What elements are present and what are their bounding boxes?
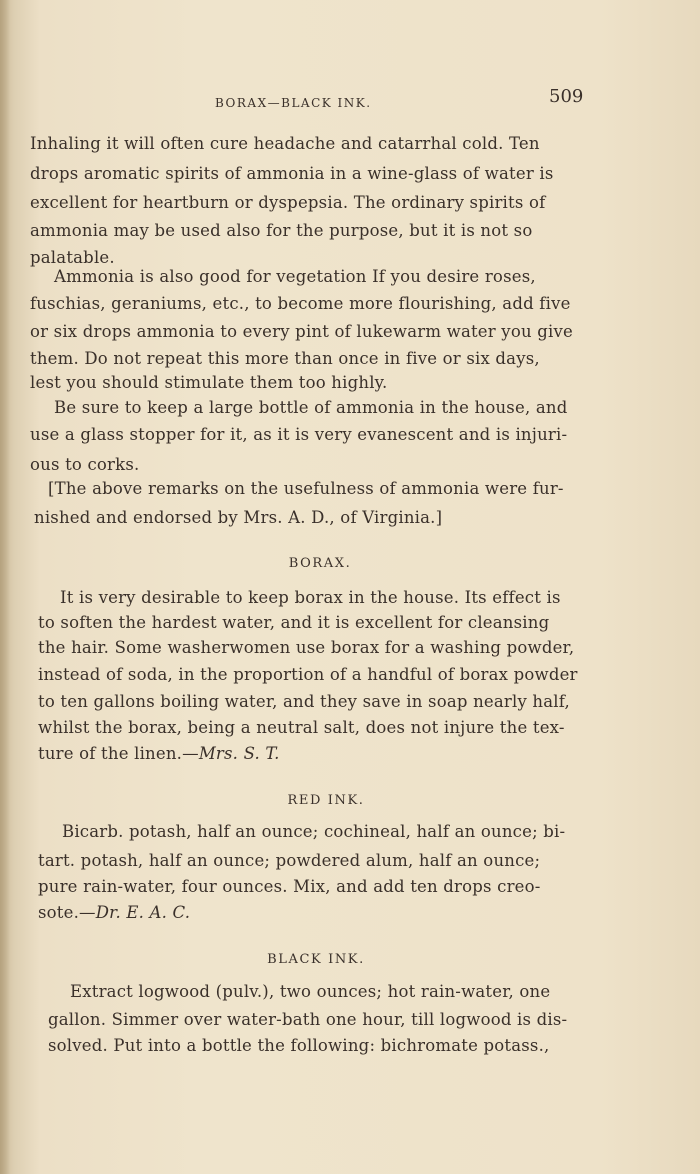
section-heading-black-ink: BLACK INK. (267, 952, 365, 967)
text-line: palatable. (30, 248, 115, 267)
text-line: drops aromatic spirits of ammonia in a wine-glass of water is (30, 164, 554, 183)
text-line: to soften the hardest water, and it is excellent for cleansing (38, 613, 550, 632)
gutter-shadow (0, 0, 10, 1174)
text-line: to ten gallons boiling water, and they save in soap nearly half, (38, 692, 570, 711)
text-line: them. Do not repeat this more than once in five or six days, (30, 349, 540, 368)
signature: Dr. E. A. C. (95, 903, 191, 922)
running-head: BORAX—BLACK INK. (215, 96, 372, 110)
section-heading-borax: BORAX. (288, 556, 352, 571)
text-line (38, 744, 700, 763)
text-line (38, 903, 700, 922)
signature: Mrs. S. T. (198, 744, 280, 763)
text-line: It is very desirable to keep borax in the house. Its effect is (60, 588, 561, 607)
text-line: solved. Put into a bottle the following: bichromate potass., (48, 1036, 550, 1055)
text-line: nished and endorsed by Mrs. A. D., of Virginia.] (34, 508, 443, 527)
text-line: whilst the borax, being a neutral salt, does not injure the tex- (38, 718, 565, 737)
text-line: Be sure to keep a large bottle of ammonia in the house, and (54, 398, 568, 417)
text-line: ous to corks. (30, 455, 140, 474)
page-number: 509 (549, 86, 584, 107)
text-line: ammonia may be used also for the purpose, but it is not so (30, 221, 533, 240)
text-line: excellent for heartburn or dyspepsia. The ordinary spirits of (30, 193, 546, 212)
text-line: Inhaling it will often cure headache and catarrhal cold. Ten (30, 134, 540, 153)
text-line-start: ture of the linen.— (38, 744, 199, 763)
text-line: instead of soda, in the proportion of a handful of borax powder (38, 665, 578, 684)
text-line-start: sote.— (38, 903, 96, 922)
text-line: pure rain-water, four ounces. Mix, and add ten drops creo- (38, 877, 541, 896)
text-line: Bicarb. potash, half an ounce; cochineal, half an ounce; bi- (62, 822, 566, 841)
text-line: [The above remarks on the usefulness of ammonia were fur- (48, 479, 564, 498)
text-line: Ammonia is also good for vegetation If you desire roses, (54, 267, 536, 286)
section-heading-red-ink: RED INK. (287, 793, 365, 808)
text-line: the hair. Some washerwomen use borax for a washing powder, (38, 638, 575, 657)
text-line: use a glass stopper for it, as it is very evanescent and is injuri- (30, 425, 568, 444)
text-line: fuschias, geraniums, etc., to become more flourishing, add five (30, 294, 571, 313)
text-line: or six drops ammonia to every pint of lukewarm water you give (30, 322, 573, 341)
text-line: lest you should stimulate them too highly. (30, 373, 388, 392)
text-line: Extract logwood (pulv.), two ounces; hot rain-water, one (70, 982, 551, 1001)
text-line: tart. potash, half an ounce; powdered alum, half an ounce; (38, 851, 541, 870)
text-line: gallon. Simmer over water-bath one hour, till logwood is dis- (48, 1010, 568, 1029)
